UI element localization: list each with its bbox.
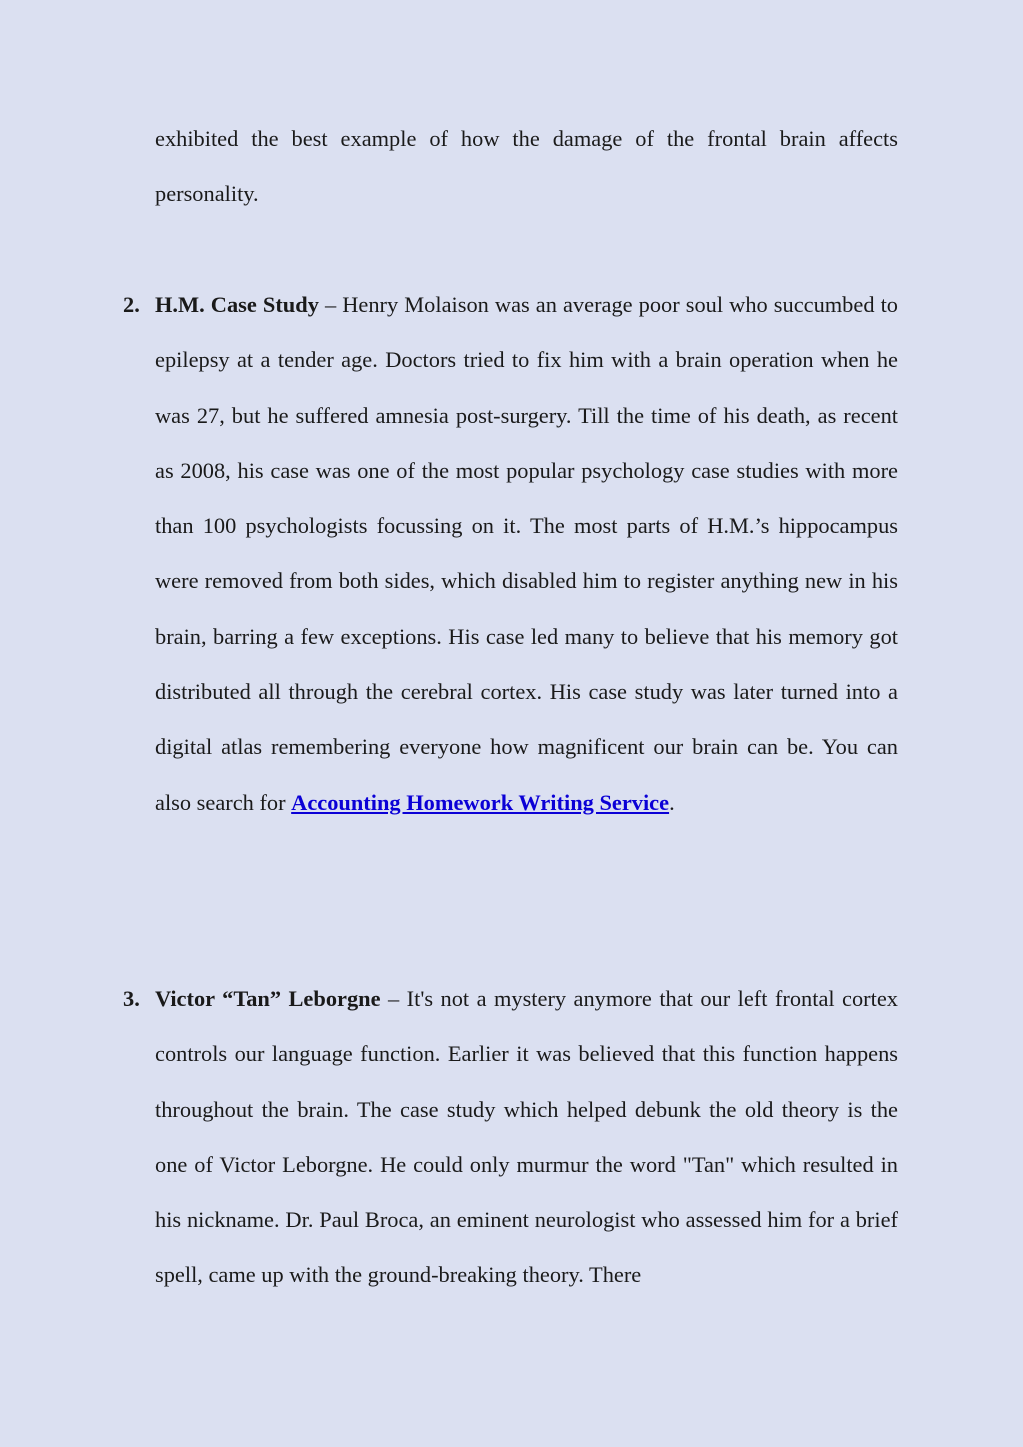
list-item-body — [155, 277, 898, 830]
link-trailing-period: . — [669, 789, 675, 815]
list-item-body — [155, 971, 898, 1303]
accounting-homework-link[interactable]: Accounting Homework Writing Service — [291, 789, 670, 815]
continued-paragraph: exhibited the best example of how the damage of the frontal brain affects personality. — [155, 126, 898, 207]
title-dash: – — [318, 292, 343, 317]
item-text: It's not a mystery anymore that our left frontal cortex controls our language function. Earlier it was believed that this function happens throughout the brain. The case study which helped debunk the old theory is the one of Victor Leborgne. He could only murmur the word "Tan" which resulted in his nickname. Dr. Paul Broca, an eminent neurologist who assessed him for a brief spell, came up with the ground-breaking theory. There — [155, 986, 898, 1288]
item-text: Henry Molaison was an average poor soul who succumbed to epilepsy at a tender age. Doctors tried to fix him with a brain operation when he was 27, but he suffered amnesia post-surgery. Till the time of his death, as recent as 2008, his case was one of the most popular psychology case studies with more than 100 psychologists focussing on it. The most parts of H.M.’s hippocampus were removed from both sides, which disabled him to register anything new in his brain, barring a few exceptions. His case led many to believe that his memory got distributed all through the cerebral cortex. His case study was later turned into a digital atlas remembering everyone how magnificent our brain can be. You can also search for — [155, 292, 898, 815]
list-number: 3. — [123, 986, 140, 1011]
item-title: Victor “Tan” Leborgne — [155, 986, 381, 1011]
list-number: 2. — [123, 292, 140, 317]
item-title: H.M. Case Study — [155, 292, 319, 317]
title-dash: – — [380, 986, 407, 1011]
